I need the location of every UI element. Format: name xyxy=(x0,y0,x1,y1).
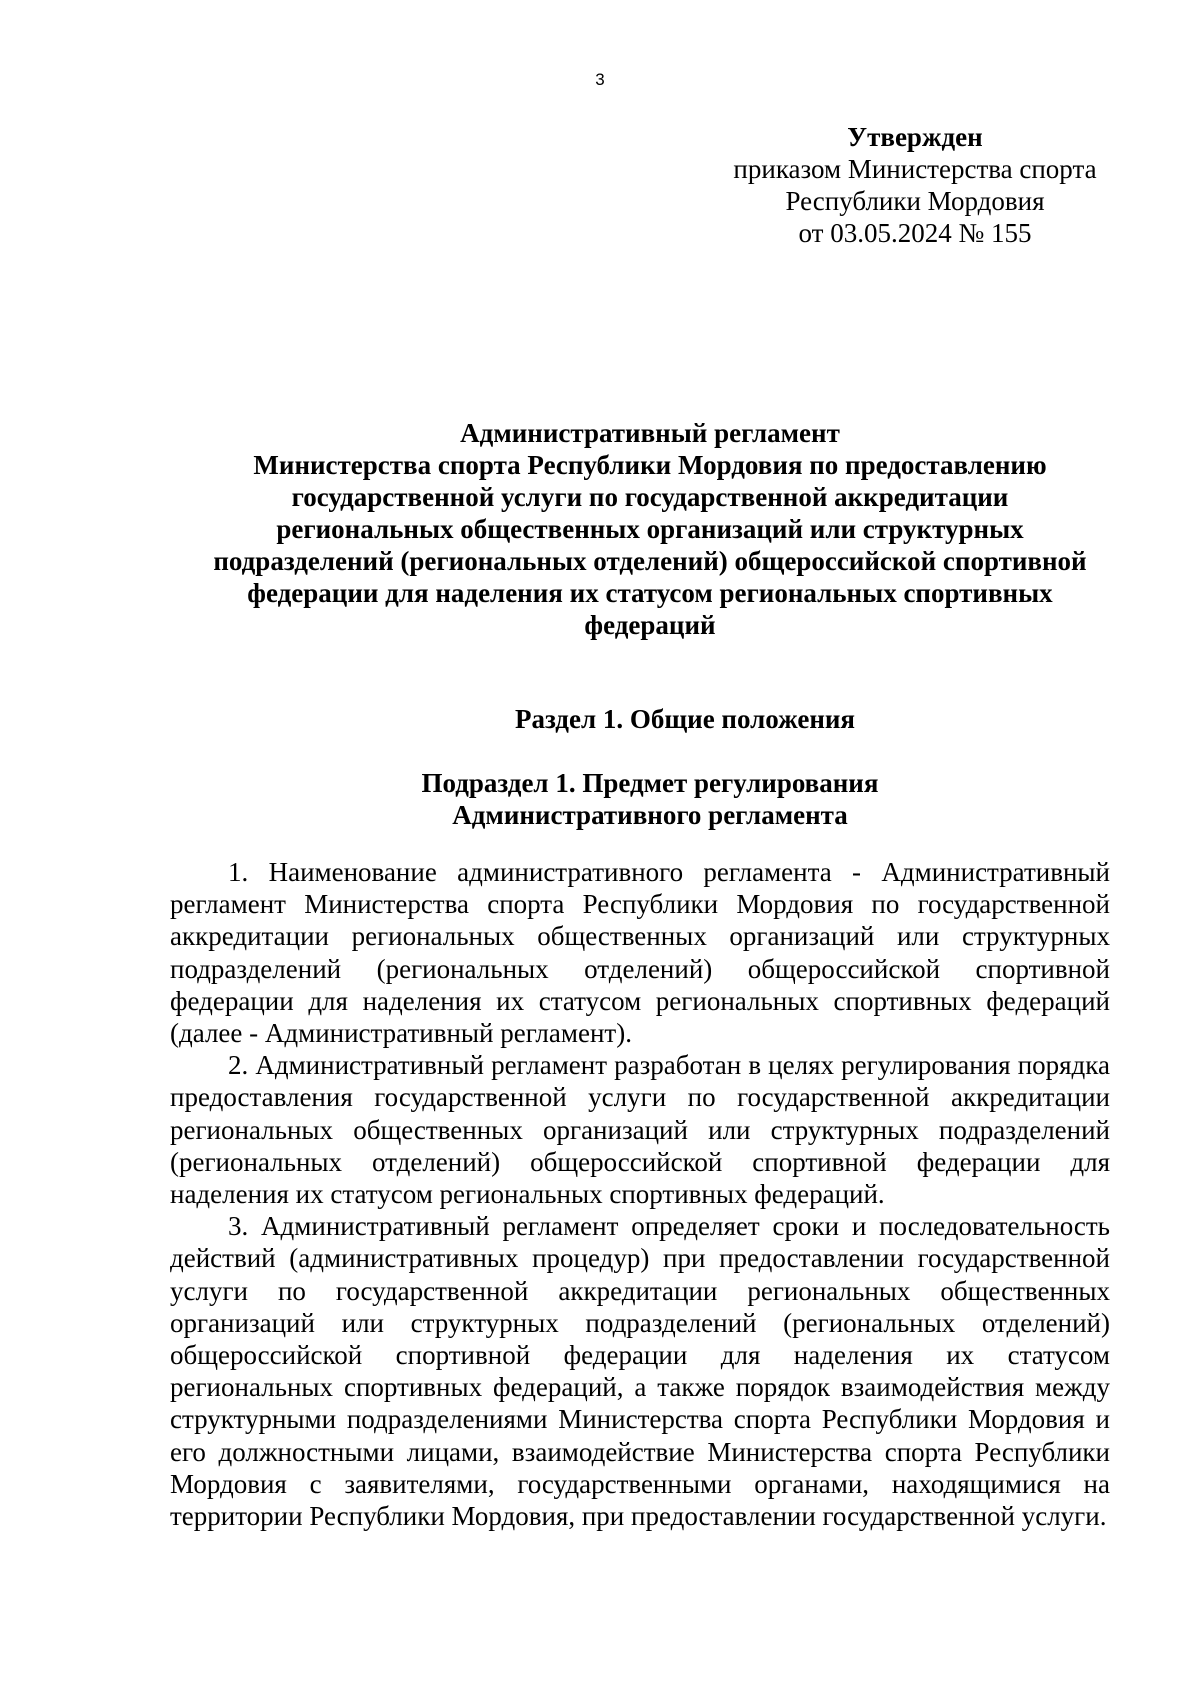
approval-line: приказом Министерства спорта xyxy=(733,154,1097,184)
approved-label: Утвержден xyxy=(847,122,983,152)
approval-stamp-block xyxy=(720,121,1110,249)
paragraph: 2. Административный регламент разработан в целях регулирования порядка предоставления государственной услуги по государственной аккредитации региональных общественных организаций или структурных подразделений (региональных отделений) общероссийской спортивной федерации для наделения их статусом региональных спортивных федераций. xyxy=(170,1050,1110,1210)
approval-line: Республики Мордовия xyxy=(785,186,1045,216)
title-line: подразделений (региональных отделений) общероссийской спортивной xyxy=(213,546,1087,576)
title-line: федерации для наделения их статусом региональных спортивных xyxy=(247,578,1053,608)
section-heading: Раздел 1. Общие положения xyxy=(514,704,856,734)
title-line: федераций xyxy=(584,610,716,640)
title-line: государственной услуги по государственной аккредитации xyxy=(291,482,1009,512)
body-text xyxy=(170,856,1110,1532)
title-line: Министерства спорта Республики Мордовия по предоставлению xyxy=(253,450,1047,480)
page-number: 3 xyxy=(595,70,605,89)
document-title xyxy=(170,417,1130,641)
subsection-heading: Подраздел 1. Предмет регулирования Административного регламента xyxy=(421,768,879,830)
approval-line: от 03.05.2024 № 155 xyxy=(798,218,1032,248)
title-line: Административный регламент xyxy=(460,418,840,448)
paragraph: 1. Наименование административного регламента - Административный регламент Министерства спорта Республики Мордовия по государственной аккредитации региональных общественных организаций или структурных подразделений (региональных отделений) общероссийской спортивной федерации для наделения их статусом региональных спортивных федераций (далее - Административный регламент). xyxy=(170,857,1110,1049)
paragraph: 3. Административный регламент определяет сроки и последовательность действий (административных процедур) при предоставлении государственной услуги по государственной аккредитации региональных общественных организаций или структурных подразделений (региональных отделений) общероссийской спортивной федерации для наделения их статусом региональных спортивных федераций, а также порядок взаимодействия между структурными подразделениями Министерства спорта Республики Мордовия и его должностными лицами, взаимодействие Министерства спорта Республики Мордовия с заявителями, государственными органами, находящимися на территории Республики Мордовия, при предоставлении государственной услуги. xyxy=(170,1211,1110,1532)
title-line: региональных общественных организаций или структурных xyxy=(276,514,1024,544)
